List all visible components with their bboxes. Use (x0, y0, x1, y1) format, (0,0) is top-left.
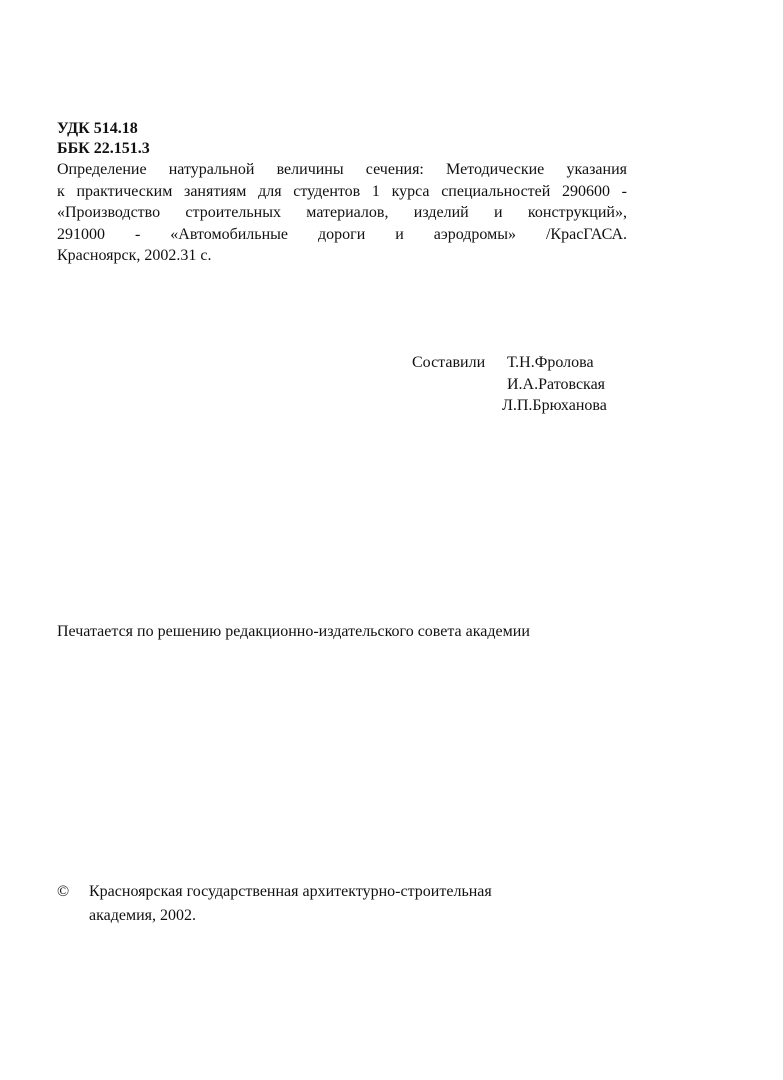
compilers-block (412, 352, 607, 417)
compilers-label: Составили (412, 354, 486, 371)
copyright-holder-line-2: академия, 2002. (89, 907, 197, 924)
compiler-name-3: Л.П.Брюханова (502, 397, 607, 414)
description-line-4: 291000 - «Автомобильные дороги и аэродромы» /КрасГАСА. (57, 225, 627, 243)
description-line-3: «Производство строительных материалов, изделий и конструкций», (57, 204, 627, 221)
bibliographic-description (57, 159, 627, 267)
copyright-holder-line-1: Красноярская государственная архитектурно-строительная (89, 883, 492, 900)
bbk-code: ББК 22.151.3 (57, 140, 150, 157)
description-line-2: к практическим занятиям для студентов 1 курса специальностей 290600 - (57, 182, 627, 200)
description-line-1: Определение натуральной величины сечения: Методические указания (57, 161, 627, 178)
classification-codes (57, 119, 150, 159)
approval-note: Печатается по решению редакционно-издательского совета академии (57, 623, 530, 640)
copyright-block (57, 880, 492, 928)
udk-code: УДК 514.18 (57, 120, 138, 137)
copyright-icon: © (57, 883, 70, 900)
compiler-name-1: Т.Н.Фролова (507, 354, 594, 371)
compiler-name-2: И.А.Ратовская (507, 375, 606, 393)
description-line-5: Красноярск, 2002.31 с. (57, 247, 212, 264)
